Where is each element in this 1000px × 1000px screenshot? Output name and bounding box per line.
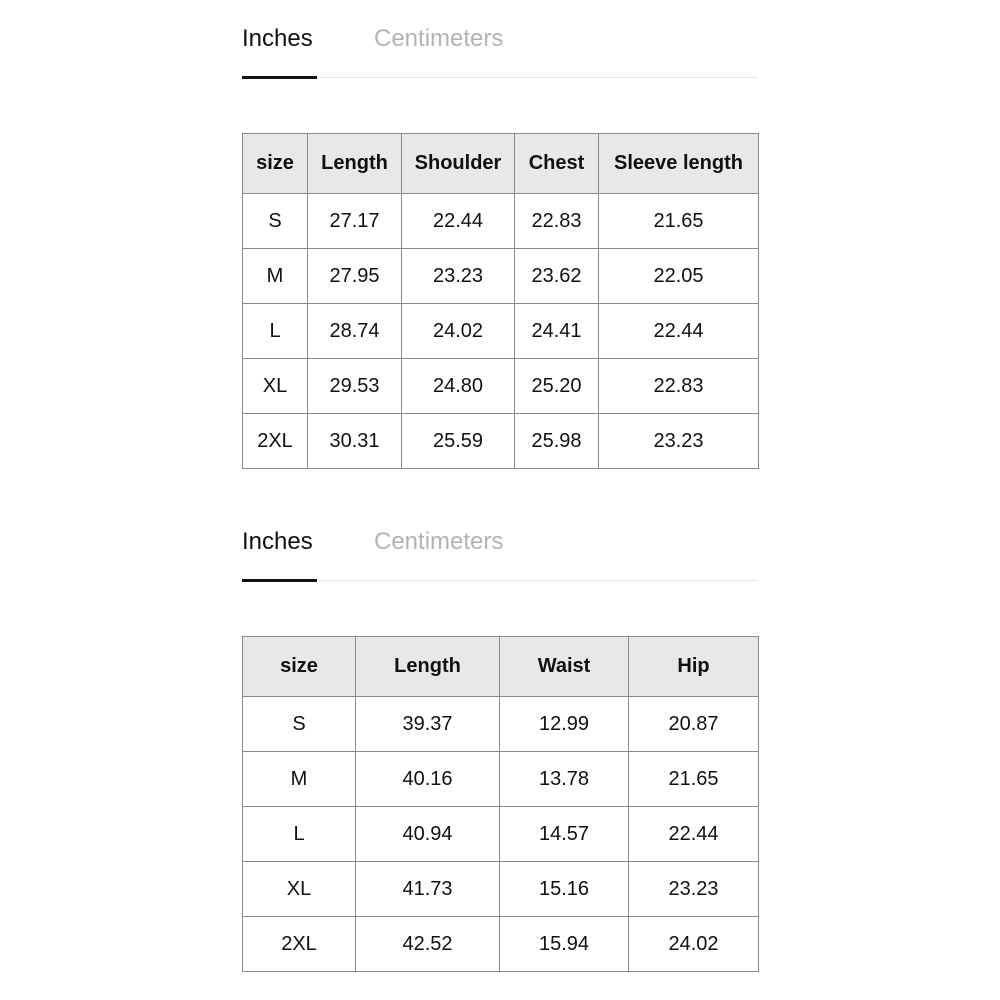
cell-shoulder: 23.23 [402, 249, 515, 304]
cell-length: 30.31 [308, 414, 402, 469]
column-header-sleeve-length: Sleeve length [599, 134, 759, 194]
table-row [243, 752, 759, 807]
cell-sleeve-length: 22.05 [599, 249, 759, 304]
cell-length: 39.37 [356, 697, 500, 752]
tab-centimeters[interactable]: Centimeters [374, 528, 504, 555]
column-header-length: Length [356, 637, 500, 697]
table-header-row [243, 134, 759, 194]
cell-waist: 15.94 [500, 917, 629, 972]
cell-chest: 22.83 [515, 194, 599, 249]
cell-chest: 25.98 [515, 414, 599, 469]
table-header-row [243, 637, 759, 697]
cell-size: S [243, 194, 308, 249]
table-row [243, 249, 759, 304]
cell-hip: 21.65 [629, 752, 759, 807]
column-header-size: size [243, 637, 356, 697]
cell-chest: 24.41 [515, 304, 599, 359]
cell-chest: 23.62 [515, 249, 599, 304]
cell-size: L [243, 807, 356, 862]
top-size-chart [242, 0, 758, 452]
cell-hip: 24.02 [629, 917, 759, 972]
column-header-waist: Waist [500, 637, 629, 697]
cell-length: 29.53 [308, 359, 402, 414]
cell-size: S [243, 697, 356, 752]
cell-shoulder: 24.02 [402, 304, 515, 359]
cell-waist: 13.78 [500, 752, 629, 807]
cell-length: 42.52 [356, 917, 500, 972]
cell-waist: 15.16 [500, 862, 629, 917]
cell-length: 27.95 [308, 249, 402, 304]
tab-centimeters[interactable]: Centimeters [374, 25, 504, 52]
active-tab-indicator [242, 76, 317, 79]
cell-sleeve-length: 21.65 [599, 194, 759, 249]
cell-hip: 22.44 [629, 807, 759, 862]
cell-length: 40.94 [356, 807, 500, 862]
cell-size: 2XL [243, 414, 308, 469]
active-tab-indicator [242, 579, 317, 582]
cell-shoulder: 22.44 [402, 194, 515, 249]
cell-size: XL [243, 862, 356, 917]
tabs-divider [242, 580, 758, 581]
cell-sleeve-length: 22.83 [599, 359, 759, 414]
cell-size: 2XL [243, 917, 356, 972]
cell-length: 27.17 [308, 194, 402, 249]
cell-length: 41.73 [356, 862, 500, 917]
table-row [243, 917, 759, 972]
cell-sleeve-length: 23.23 [599, 414, 759, 469]
tab-inches[interactable]: Inches [242, 25, 313, 52]
tabs-divider [242, 77, 758, 78]
bottom-size-chart [242, 503, 758, 955]
cell-sleeve-length: 22.44 [599, 304, 759, 359]
cell-size: L [243, 304, 308, 359]
table-row [243, 359, 759, 414]
size-table [242, 636, 759, 972]
cell-hip: 23.23 [629, 862, 759, 917]
unit-tabs [242, 503, 758, 583]
table-row [243, 304, 759, 359]
cell-length: 40.16 [356, 752, 500, 807]
cell-length: 28.74 [308, 304, 402, 359]
cell-shoulder: 25.59 [402, 414, 515, 469]
cell-shoulder: 24.80 [402, 359, 515, 414]
cell-size: M [243, 752, 356, 807]
column-header-chest: Chest [515, 134, 599, 194]
size-table [242, 133, 759, 469]
table-row [243, 414, 759, 469]
tab-inches[interactable]: Inches [242, 528, 313, 555]
cell-waist: 12.99 [500, 697, 629, 752]
table-row [243, 194, 759, 249]
table-row [243, 807, 759, 862]
cell-size: XL [243, 359, 308, 414]
cell-waist: 14.57 [500, 807, 629, 862]
cell-chest: 25.20 [515, 359, 599, 414]
unit-tabs [242, 0, 758, 80]
cell-size: M [243, 249, 308, 304]
column-header-length: Length [308, 134, 402, 194]
column-header-shoulder: Shoulder [402, 134, 515, 194]
cell-hip: 20.87 [629, 697, 759, 752]
column-header-size: size [243, 134, 308, 194]
table-row [243, 697, 759, 752]
column-header-hip: Hip [629, 637, 759, 697]
table-row [243, 862, 759, 917]
